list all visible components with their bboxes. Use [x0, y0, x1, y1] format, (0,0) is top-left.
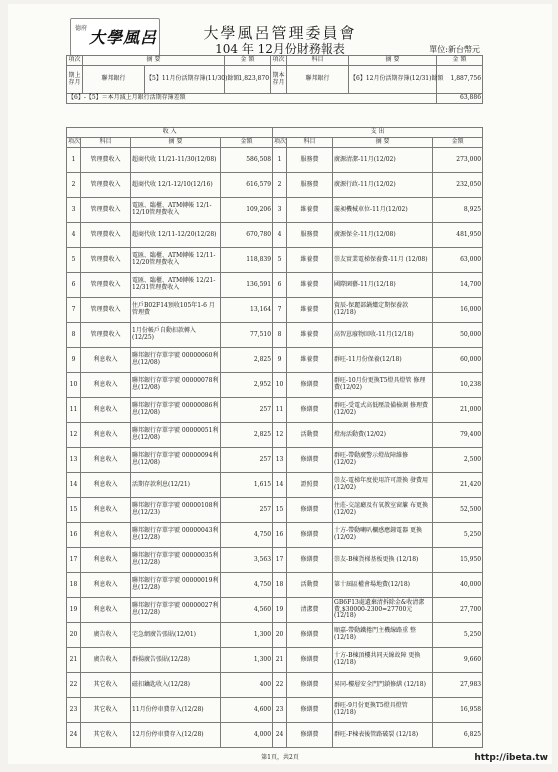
- income-category: 利息收入: [81, 473, 131, 498]
- table-row: [67, 473, 483, 498]
- income-expense-table: [66, 127, 483, 748]
- income-category: 利息收入: [81, 373, 131, 398]
- income-summary: 磁扣鑰匙收入(12/28): [131, 673, 221, 698]
- income-category: 管理費收入: [81, 198, 131, 223]
- income-amount: 1,615: [221, 473, 273, 498]
- expense-number: 6: [273, 273, 287, 298]
- expense-summary: 高智崽廢物回收-11月(12/18): [333, 323, 433, 348]
- expense-summary: 第十屆區權會場地費(12/18): [333, 573, 433, 598]
- table-row: [67, 273, 483, 298]
- expense-amount: 63,000: [433, 248, 483, 273]
- expense-summary: 崇友-B棟貨梯基板更換 (12/18): [333, 548, 433, 573]
- table-row: [67, 723, 483, 748]
- income-category: 管理費收入: [81, 323, 131, 348]
- expense-category: 活動費: [287, 573, 333, 598]
- income-category: 利息收入: [81, 348, 131, 373]
- expense-amount: 6,825: [433, 723, 483, 748]
- expense-number: 24: [273, 723, 287, 748]
- expense-number: 2: [273, 173, 287, 198]
- expense-summary: 廣源行政-11月(12/02): [333, 173, 433, 198]
- income-summary: 聯邦銀行存單字號 00000051利息(12/08): [131, 423, 221, 448]
- income-summary: 群揚廣告張貼(12/28): [131, 648, 221, 673]
- income-summary: 聯邦銀行存單字號 00000019利息(12/28): [131, 573, 221, 598]
- row-number: 12: [67, 423, 81, 448]
- table-row: [67, 548, 483, 573]
- header-cell: 摘 要: [83, 56, 225, 66]
- expense-summary: 廣源保全-11月(12/08): [333, 223, 433, 248]
- balance-diff-desc: 【6】-【5】＝本月減上月銀行活期存簿差額: [67, 94, 437, 104]
- expense-category: 服務費: [287, 173, 333, 198]
- curr-balance-label: 期本存月: [271, 66, 287, 94]
- expense-amount: 40,000: [433, 573, 483, 598]
- expense-category: 維養費: [287, 348, 333, 373]
- expense-amount: 273,000: [433, 148, 483, 173]
- report-subtitle: 104 年 12月份財務報表: [215, 42, 345, 56]
- income-category: 利息收入: [81, 548, 131, 573]
- row-number: 5: [67, 248, 81, 273]
- expense-category: 維養費: [287, 273, 333, 298]
- expense-summary: 燈海活動費(12/02): [333, 423, 433, 448]
- expense-number: 15: [273, 498, 287, 523]
- expense-number: 12: [273, 423, 287, 448]
- expense-number: 16: [273, 523, 287, 548]
- table-row: [67, 198, 483, 223]
- expense-amount: 10,238: [433, 373, 483, 398]
- expense-amount: 52,500: [433, 498, 483, 523]
- expense-amount: 5,250: [433, 523, 483, 548]
- expense-amount: 2,500: [433, 448, 483, 473]
- income-amount: 2,952: [221, 373, 273, 398]
- income-summary: 11月份停車費存入(12/28): [131, 698, 221, 723]
- expense-category: 清潔費: [287, 598, 333, 623]
- income-category: 管理費收入: [81, 173, 131, 198]
- expense-category: 修繕費: [287, 698, 333, 723]
- row-number: 22: [67, 673, 81, 698]
- expense-category: 修繕費: [287, 498, 333, 523]
- expense-number: 22: [273, 673, 287, 698]
- row-number: 18: [67, 573, 81, 598]
- table-row: [67, 698, 483, 723]
- income-category: 利息收入: [81, 448, 131, 473]
- expense-number: 14: [273, 473, 287, 498]
- table-row: [67, 323, 483, 348]
- expense-summary: 群旺-受電式高低壓設備檢測 修理費(12/02): [333, 398, 433, 423]
- income-amount: 136,591: [221, 273, 273, 298]
- expense-amount: 60,000: [433, 348, 483, 373]
- expense-amount: 16,958: [433, 698, 483, 723]
- expense-summary: 十方-帶動喇叭欄感應鐘電器 更換(12/02): [333, 523, 433, 548]
- income-category: 利息收入: [81, 523, 131, 548]
- page-title: 大學風呂管理委員會: [203, 24, 357, 42]
- income-summary: 聯邦銀行存單字號 00000035利息(12/28): [131, 548, 221, 573]
- income-amount: 586,508: [221, 148, 273, 173]
- row-number: 14: [67, 473, 81, 498]
- income-summary: 活期存款利息(12/21): [131, 473, 221, 498]
- income-category: 其它收入: [81, 673, 131, 698]
- row-number: 3: [67, 198, 81, 223]
- income-category: 利息收入: [81, 498, 131, 523]
- row-number: 9: [67, 348, 81, 373]
- expense-amount: 232,050: [433, 173, 483, 198]
- income-category: 利息收入: [81, 598, 131, 623]
- income-summary: 住戶B02F14預收105年1-6 月管理費: [131, 298, 221, 323]
- header-cell: 金 額: [225, 56, 271, 66]
- expense-category: 修繕費: [287, 723, 333, 748]
- row-number: 7: [67, 298, 81, 323]
- row-number: 10: [67, 373, 81, 398]
- expense-number: 23: [273, 698, 287, 723]
- expense-category: 證照費: [287, 473, 333, 498]
- income-category: 廣告收入: [81, 623, 131, 648]
- table-row: [67, 623, 483, 648]
- income-summary: 12月份停車費存入(12/28): [131, 723, 221, 748]
- expense-number: 1: [273, 148, 287, 173]
- expense-summary: 廣源清潔-11月(12/02): [333, 148, 433, 173]
- expense-category: 服務費: [287, 148, 333, 173]
- prev-balance-amount: 1,823,870: [225, 66, 271, 94]
- prev-balance-bank: 聯邦銀行: [83, 66, 145, 94]
- prev-balance-label: 期上存月: [67, 66, 83, 94]
- income-amount: 2,825: [221, 423, 273, 448]
- expense-number: 8: [273, 323, 287, 348]
- income-category: 管理費收入: [81, 273, 131, 298]
- row-number: 13: [67, 448, 81, 473]
- table-row: [67, 423, 483, 448]
- table-row: [67, 223, 483, 248]
- expense-summary: 資辰-保麗部鍋爐定期保養款 (12/18): [333, 298, 433, 323]
- header-cell: 項次: [67, 138, 81, 148]
- expense-amount: 8,925: [433, 198, 483, 223]
- income-summary: 超商代收 12/11-12/20(12/28): [131, 223, 221, 248]
- expense-summary: 群旺-帶動廣警示燈故障維修 (12/02): [333, 448, 433, 473]
- row-number: 6: [67, 273, 81, 298]
- expense-summary: 崇友實業電梯保養費-11月 (12/08): [333, 248, 433, 273]
- income-amount: 1,300: [221, 648, 273, 673]
- currency-unit: 單位:新台幣元: [429, 45, 480, 54]
- row-number: 20: [67, 623, 81, 648]
- expense-summary: 崇友-電梯年度使用許可證換 發費用(12/02): [333, 473, 433, 498]
- row-number: 11: [67, 398, 81, 423]
- income-summary: 聯邦銀行存單字號 00000086利息(12/08): [131, 398, 221, 423]
- income-summary: 聯邦銀行存單字號 00000078利息(12/08): [131, 373, 221, 398]
- expense-number: 18: [273, 573, 287, 598]
- expense-amount: 21,000: [433, 398, 483, 423]
- balance-table: [66, 55, 483, 104]
- income-summary: 電匯、臨櫃、ATM轉帳 12/11-12/20管理費收入: [131, 248, 221, 273]
- header-cell: 金 額: [437, 56, 483, 66]
- expense-summary: 住莊-交誼廳及有氧教室窗簾 布更換(12/02): [333, 498, 433, 523]
- expense-number: 19: [273, 598, 287, 623]
- expense-summary: 璇昶機械車位-11月(12/02): [333, 198, 433, 223]
- income-amount: 118,839: [221, 248, 273, 273]
- curr-balance-amount: 1,887,756: [437, 66, 483, 94]
- table-row: [67, 598, 483, 623]
- expense-category: 修繕費: [287, 673, 333, 698]
- page-footer: 第1頁，共2頁: [261, 754, 299, 761]
- expense-summary: 十方-B棟頂樓共同天線故障 更換(12/18): [333, 648, 433, 673]
- income-amount: 616,579: [221, 173, 273, 198]
- income-category: 管理費收入: [81, 298, 131, 323]
- balance-diff-amount: 63,886: [437, 94, 483, 104]
- header-cell: 科目: [287, 56, 349, 66]
- expense-number: 17: [273, 548, 287, 573]
- watermark: http://ibeta.tw: [474, 753, 548, 763]
- income-amount: 13,164: [221, 298, 273, 323]
- table-row: [67, 523, 483, 548]
- expense-amount: 21,420: [433, 473, 483, 498]
- expense-summary: 順嘉-帶動鐵捲門主機線路重 整(12/18): [333, 623, 433, 648]
- header-cell: 金額: [221, 138, 273, 148]
- table-row: [67, 173, 483, 198]
- expense-summary: 群旺-10月份更換T5燈具燈管 修理費(12/02): [333, 373, 433, 398]
- logo-name: 大學風呂: [89, 28, 158, 47]
- income-summary: 1月份帳戶自動扣款轉入 (12/25): [131, 323, 221, 348]
- expense-amount: 50,000: [433, 323, 483, 348]
- income-amount: 4,750: [221, 573, 273, 598]
- income-category: 其它收入: [81, 723, 131, 748]
- expense-number: 3: [273, 198, 287, 223]
- expense-number: 7: [273, 298, 287, 323]
- income-summary: 聯邦銀行存單字號 00000027利息(12/28): [131, 598, 221, 623]
- row-number: 2: [67, 173, 81, 198]
- table-row: [67, 298, 483, 323]
- header-cell: 金額: [433, 138, 483, 148]
- income-amount: 4,750: [221, 523, 273, 548]
- logo-small-text: 德府: [75, 25, 88, 32]
- expense-category: 維養費: [287, 198, 333, 223]
- income-category: 利息收入: [81, 398, 131, 423]
- expense-amount: 79,400: [433, 423, 483, 448]
- balance-row: [67, 66, 483, 94]
- income-amount: 4,600: [221, 698, 273, 723]
- income-amount: 109,206: [221, 198, 273, 223]
- income-summary: 超商代收 11/21-11/30(12/08): [131, 148, 221, 173]
- income-summary: 宅急網廣告張貼(12/01): [131, 623, 221, 648]
- header-cell: 項次: [271, 56, 287, 66]
- expense-number: 20: [273, 623, 287, 648]
- expense-amount: 15,950: [433, 548, 483, 573]
- income-category: 管理費收入: [81, 223, 131, 248]
- expense-summary: 群旺-11月份保養(12/18): [333, 348, 433, 373]
- header-cell: 科目: [287, 138, 333, 148]
- expense-category: 修繕費: [287, 398, 333, 423]
- expense-category: 維養費: [287, 323, 333, 348]
- column-header-row: [67, 138, 483, 148]
- expense-summary: 群旺-9月份更換T5燈具燈管 (12/18): [333, 698, 433, 723]
- income-amount: 3,563: [221, 548, 273, 573]
- income-amount: 670,780: [221, 223, 273, 248]
- income-summary: 電匯、臨櫃、ATM轉帳 12/21-12/31管理費收入: [131, 273, 221, 298]
- income-category: 利息收入: [81, 423, 131, 448]
- expense-summary: GB6F13處遺棄清拆除金&收清潔 費,$30000-2300=27700元(12/18): [333, 598, 433, 623]
- row-number: 24: [67, 723, 81, 748]
- row-number: 4: [67, 223, 81, 248]
- prev-balance-desc: 【5】11月份活期存簿(11/30)餘額: [145, 66, 225, 94]
- income-amount: 257: [221, 448, 273, 473]
- header-cell: 摘 要: [333, 138, 433, 148]
- row-number: 19: [67, 598, 81, 623]
- curr-balance-bank: 聯邦銀行: [287, 66, 349, 94]
- expense-category: 修繕費: [287, 373, 333, 398]
- table-row: [67, 398, 483, 423]
- expense-category: 修繕費: [287, 648, 333, 673]
- header-cell: 科目: [81, 138, 131, 148]
- expense-summary: 昇同-樓層安全門門鎖修繕 (12/18): [333, 673, 433, 698]
- income-amount: 400: [221, 673, 273, 698]
- income-summary: 聯邦銀行存單字號 00000060利息(12/08): [131, 348, 221, 373]
- income-amount: 1,300: [221, 623, 273, 648]
- expense-number: 11: [273, 398, 287, 423]
- expense-amount: 27,983: [433, 673, 483, 698]
- expense-category: 維養費: [287, 298, 333, 323]
- expense-title: 支 出: [273, 128, 483, 138]
- expense-category: 維養費: [287, 248, 333, 273]
- expense-number: 21: [273, 648, 287, 673]
- income-summary: 電匯、臨櫃、ATM轉帳 12/1-12/10管理費收入: [131, 198, 221, 223]
- table-row: [67, 648, 483, 673]
- expense-number: 5: [273, 248, 287, 273]
- expense-category: 修繕費: [287, 523, 333, 548]
- section-title-row: [67, 128, 483, 138]
- header-cell: 項次: [67, 56, 83, 66]
- expense-amount: 481,950: [433, 223, 483, 248]
- income-category: 廣告收入: [81, 648, 131, 673]
- row-number: 8: [67, 323, 81, 348]
- expense-amount: 27,700: [433, 598, 483, 623]
- row-number: 21: [67, 648, 81, 673]
- expense-amount: 14,700: [433, 273, 483, 298]
- income-amount: 257: [221, 398, 273, 423]
- income-title: 收 入: [67, 128, 273, 138]
- income-category: 管理費收入: [81, 248, 131, 273]
- income-summary: 聯邦銀行存單字號 00000094利息(12/08): [131, 448, 221, 473]
- expense-category: 修繕費: [287, 548, 333, 573]
- table-row: [67, 348, 483, 373]
- expense-category: 服務費: [287, 223, 333, 248]
- expense-summary: 國際園藝-11月(12/18): [333, 273, 433, 298]
- header-cell: 項次: [273, 138, 287, 148]
- expense-category: 修繕費: [287, 623, 333, 648]
- table-row: [67, 373, 483, 398]
- income-summary: 聯邦銀行存單字號 00000108利息(12/23): [131, 498, 221, 523]
- table-row: [67, 573, 483, 598]
- row-number: 15: [67, 498, 81, 523]
- report-page: [8, 4, 552, 764]
- expense-number: 4: [273, 223, 287, 248]
- row-number: 23: [67, 698, 81, 723]
- expense-amount: 9,660: [433, 648, 483, 673]
- income-amount: 77,510: [221, 323, 273, 348]
- income-summary: 超商代收 12/1-12/10(12/16): [131, 173, 221, 198]
- expense-amount: 5,250: [433, 623, 483, 648]
- income-amount: 257: [221, 498, 273, 523]
- table-row: [67, 248, 483, 273]
- header-cell: 摘 要: [349, 56, 437, 66]
- expense-category: 活動費: [287, 423, 333, 448]
- table-row: [67, 148, 483, 173]
- balance-diff-row: [67, 94, 483, 104]
- table-row: [67, 673, 483, 698]
- income-summary: 聯邦銀行存單字號 00000043利息(12/28): [131, 523, 221, 548]
- income-amount: 2,825: [221, 348, 273, 373]
- row-number: 16: [67, 523, 81, 548]
- income-category: 利息收入: [81, 573, 131, 598]
- header-cell: 摘 要: [131, 138, 221, 148]
- expense-category: 修繕費: [287, 448, 333, 473]
- expense-number: 9: [273, 348, 287, 373]
- expense-number: 10: [273, 373, 287, 398]
- row-number: 1: [67, 148, 81, 173]
- income-amount: 4,000: [221, 723, 273, 748]
- income-category: 管理費收入: [81, 148, 131, 173]
- expense-number: 13: [273, 448, 287, 473]
- curr-balance-desc: 【6】12月份活期存簿(12/31)餘額: [349, 66, 437, 94]
- expense-amount: 16,000: [433, 298, 483, 323]
- income-category: 其它收入: [81, 698, 131, 723]
- table-row: [67, 448, 483, 473]
- table-row: [67, 498, 483, 523]
- row-number: 17: [67, 548, 81, 573]
- balance-header-row: [67, 56, 483, 66]
- income-amount: 4,560: [221, 598, 273, 623]
- expense-summary: 群旺-F棟表後管路破裂 (12/18): [333, 723, 433, 748]
